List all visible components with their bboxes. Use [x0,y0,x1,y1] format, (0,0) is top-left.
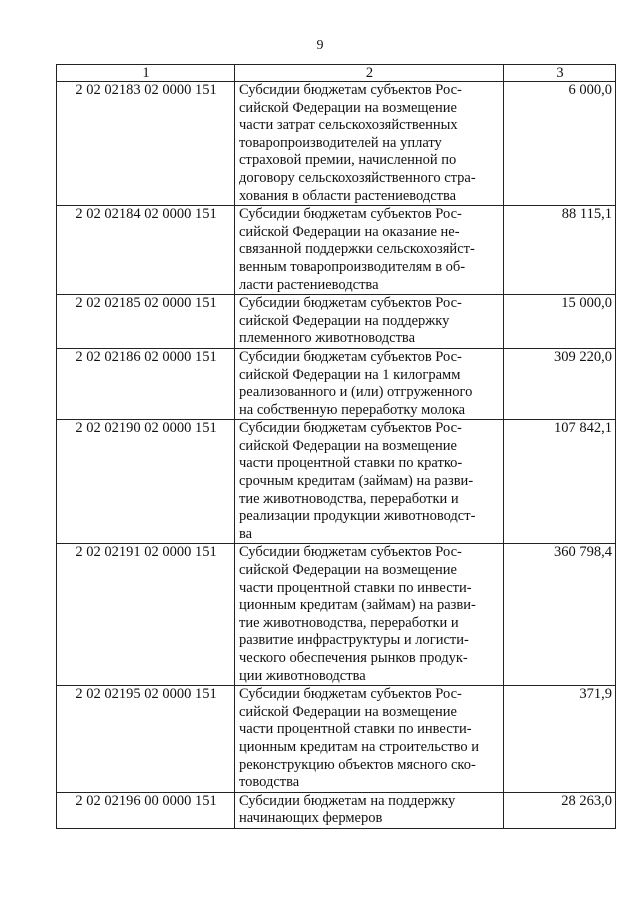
budget-code: 2 02 02183 02 0000 151 [57,82,235,206]
amount: 107 842,1 [504,420,616,544]
subsidy-description: Субсидии бюджетам субъектов Рос- сийской Федерации на возмещение части затрат сельскохозяйственных товаропроизводителей на уплату страховой премии, начисленной по договору сельскохозяйственного стра- хования в области растениеводства [235,82,504,206]
budget-code: 2 02 02190 02 0000 151 [57,420,235,544]
amount: 28 263,0 [504,792,616,828]
subsidy-description: Субсидии бюджетам на поддержку начинающих фермеров [235,792,504,828]
table-row [57,348,616,419]
budget-code: 2 02 02195 02 0000 151 [57,686,235,793]
column-header-2: 2 [235,65,504,82]
subsidy-description: Субсидии бюджетам субъектов Рос- сийской Федерации на возмещение части процентной ставки по кратко- срочным кредитам (займам) на разви- тие животноводства, переработки и реализации продукции животноводст- ва [235,420,504,544]
column-header-1: 1 [57,65,235,82]
amount: 6 000,0 [504,82,616,206]
subsidy-description: Субсидии бюджетам субъектов Рос- сийской Федерации на оказание не- связанной поддержки сельскохозяйст- венным товаропроизводителям в об- ласти растениеводства [235,206,504,295]
table-row [57,686,616,793]
table-header [57,65,616,82]
amount: 88 115,1 [504,206,616,295]
table-row [57,295,616,349]
budget-code: 2 02 02191 02 0000 151 [57,544,235,686]
table-row [57,420,616,544]
table-row [57,82,616,206]
budget-code: 2 02 02185 02 0000 151 [57,295,235,349]
subsidy-description: Субсидии бюджетам субъектов Рос- сийской Федерации на возмещение части процентной ставки по инвести- ционным кредитам (займам) на разви- тие животноводства, переработки и развитие инфраструктуры и логисти- ческого обеспечения рынков продук- ции животноводства [235,544,504,686]
amount: 360 798,4 [504,544,616,686]
table-row [57,544,616,686]
budget-table [56,64,616,829]
subsidy-description: Субсидии бюджетам субъектов Рос- сийской Федерации на поддержку племенного животноводства [235,295,504,349]
page-number: 9 [316,38,324,53]
subsidy-description: Субсидии бюджетам субъектов Рос- сийской Федерации на возмещение части процентной ставки по инвести- ционным кредитам на строительство и реконструкцию объектов мясного ско- товодства [235,686,504,793]
table-row [57,206,616,295]
table-row [57,792,616,828]
table-body [57,82,616,829]
subsidy-description: Субсидии бюджетам субъектов Рос- сийской Федерации на 1 килограмм реализованного и (или) отгруженного на собственную переработку молока [235,348,504,419]
amount: 15 000,0 [504,295,616,349]
budget-code: 2 02 02184 02 0000 151 [57,206,235,295]
column-header-3: 3 [504,65,616,82]
budget-code: 2 02 02196 00 0000 151 [57,792,235,828]
budget-code: 2 02 02186 02 0000 151 [57,348,235,419]
header-row [57,65,616,82]
amount: 309 220,0 [504,348,616,419]
amount: 371,9 [504,686,616,793]
